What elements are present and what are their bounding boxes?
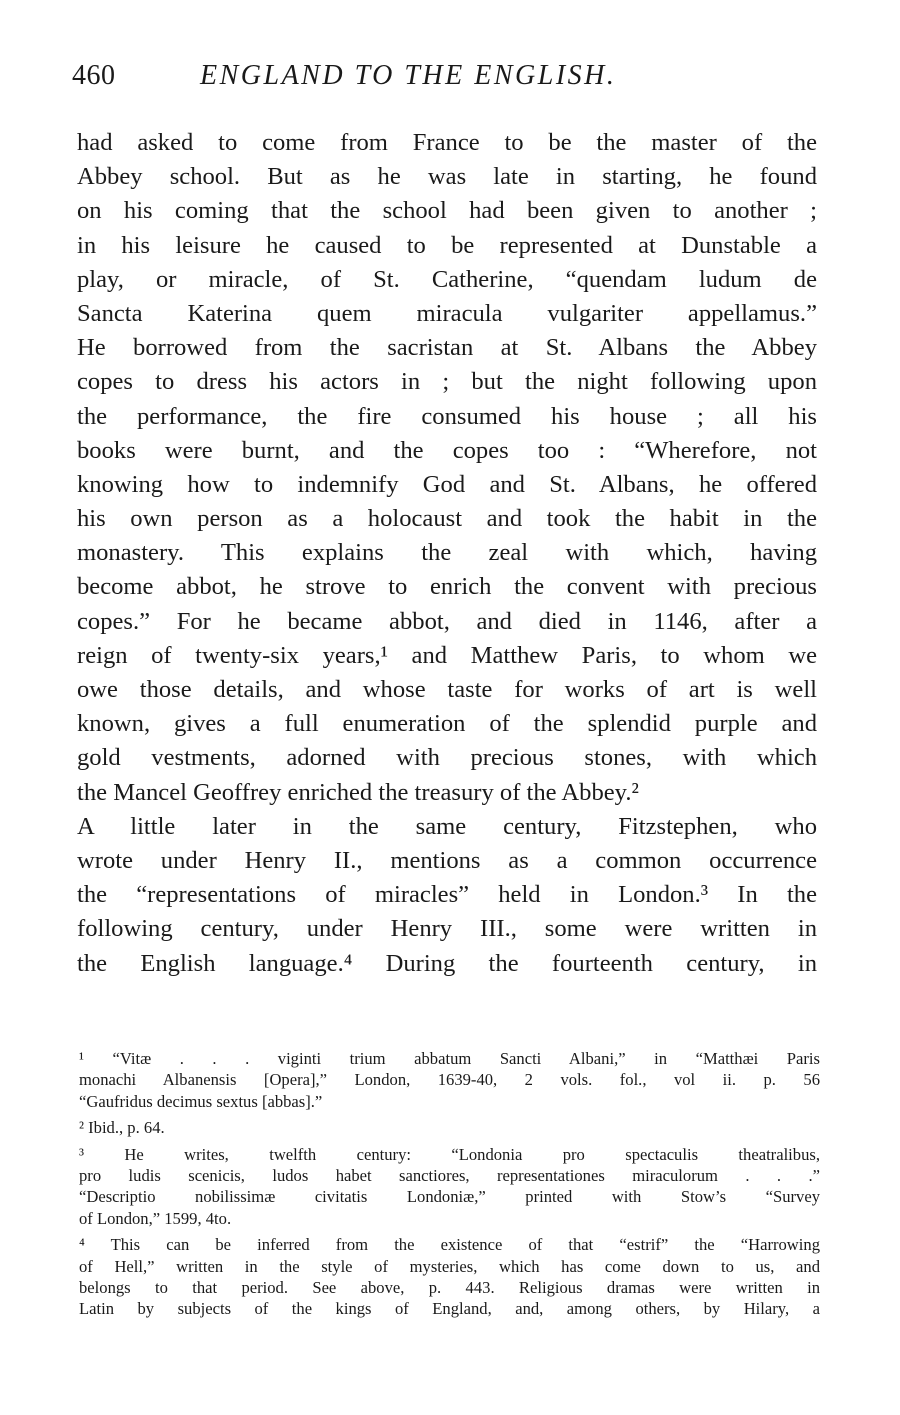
text-line: the Mancel Geoffrey enriched the treasury of the Abbey.²: [77, 778, 639, 806]
page-number: 460: [72, 60, 116, 91]
footnote-line: of London,” 1599, 4to.: [79, 1208, 232, 1228]
text-line: copes.” For he became abbot, and died in 1146, after a: [77, 607, 817, 635]
text-line: copes to dress his actors in ; but the night following upon: [77, 368, 817, 396]
text-line: the “representations of miracles” held in London.³ In the: [77, 881, 817, 909]
text-line: his own person as a holocaust and took the habit in the: [77, 505, 817, 533]
text-line: wrote under Henry II., mentions as a common occurrence: [77, 846, 817, 874]
running-title: ENGLAND TO THE ENGLISH.: [200, 60, 617, 91]
footnote-line: ⁴ This can be inferred from the existence of that “estrif” the “Harrowing: [79, 1235, 820, 1255]
text-line: gold vestments, adorned with precious stones, with which: [77, 744, 817, 772]
page-header: [72, 60, 832, 100]
text-line: following century, under Henry III., some were written in: [77, 915, 817, 943]
text-line: known, gives a full enumeration of the splendid purple and: [77, 710, 817, 738]
text-line: owe those details, and whose taste for works of art is well: [77, 676, 817, 703]
text-line: the English language.⁴ During the fourteenth century, in: [77, 949, 817, 977]
footnote-line: ¹ “Vitæ . . . viginti trium abbatum Sancti Albani,” in “Matthæi Paris: [79, 1049, 820, 1068]
text-line: books were burnt, and the copes too : “Wherefore, not: [77, 436, 817, 464]
footnote-3: [79, 1144, 820, 1230]
footnote-line: Latin by subjects of the kings of England, and, among others, by Hilary, a: [79, 1299, 820, 1319]
text-line: Sancta Katerina quem miracula vulgariter appellamus.”: [77, 299, 817, 327]
footnote-4: [79, 1234, 820, 1320]
text-line: the performance, the fire consumed his house ; all his: [77, 402, 817, 430]
text-line: on his coming that the school had been given to another ;: [77, 197, 817, 225]
footnote-line: ³ He writes, twelfth century: “Londonia pro spectaculis theatralibus,: [79, 1144, 820, 1164]
footnote-2: [79, 1117, 820, 1138]
footnote-line: pro ludis scenicis, ludos habet sanctiores, representationes miraculorum . . .”: [79, 1165, 820, 1185]
text-line: play, or miracle, of St. Catherine, “quendam ludum de: [77, 265, 817, 293]
footnote-line: of Hell,” written in the style of mysteries, which has come down to us, and: [79, 1256, 820, 1276]
text-line: reign of twenty-six years,¹ and Matthew Paris, to whom we: [77, 641, 817, 669]
text-line: A little later in the same century, Fitzstephen, who: [77, 812, 817, 840]
footnote-line: “Descriptio nobilissimæ civitatis Londoniæ,” printed with Stow’s “Survey: [79, 1187, 820, 1207]
text-line: He borrowed from the sacristan at St. Albans the Abbey: [77, 334, 817, 362]
footnote-1: [79, 1048, 820, 1112]
footnotes: [79, 1048, 820, 1320]
text-line: had asked to come from France to be the master of the: [77, 129, 817, 156]
footnote-line: belongs to that period. See above, p. 443. Religious dramas were written in: [79, 1277, 820, 1297]
text-line: monastery. This explains the zeal with which, having: [77, 539, 817, 567]
text-line: in his leisure he caused to be represented at Dunstable a: [77, 231, 817, 259]
main-text: [77, 126, 817, 981]
text-line: knowing how to indemnify God and St. Albans, he offered: [77, 470, 817, 498]
footnote-line: ² Ibid., p. 64.: [79, 1118, 165, 1138]
footnote-line: monachi Albanensis [Opera],” London, 1639-40, 2 vols. fol., vol ii. p. 56: [79, 1070, 820, 1090]
text-line: become abbot, he strove to enrich the convent with precious: [77, 573, 817, 601]
footnote-line: “Gaufridus decimus sextus [abbas].”: [79, 1091, 323, 1111]
text-line: Abbey school. But as he was late in starting, he found: [77, 163, 817, 191]
